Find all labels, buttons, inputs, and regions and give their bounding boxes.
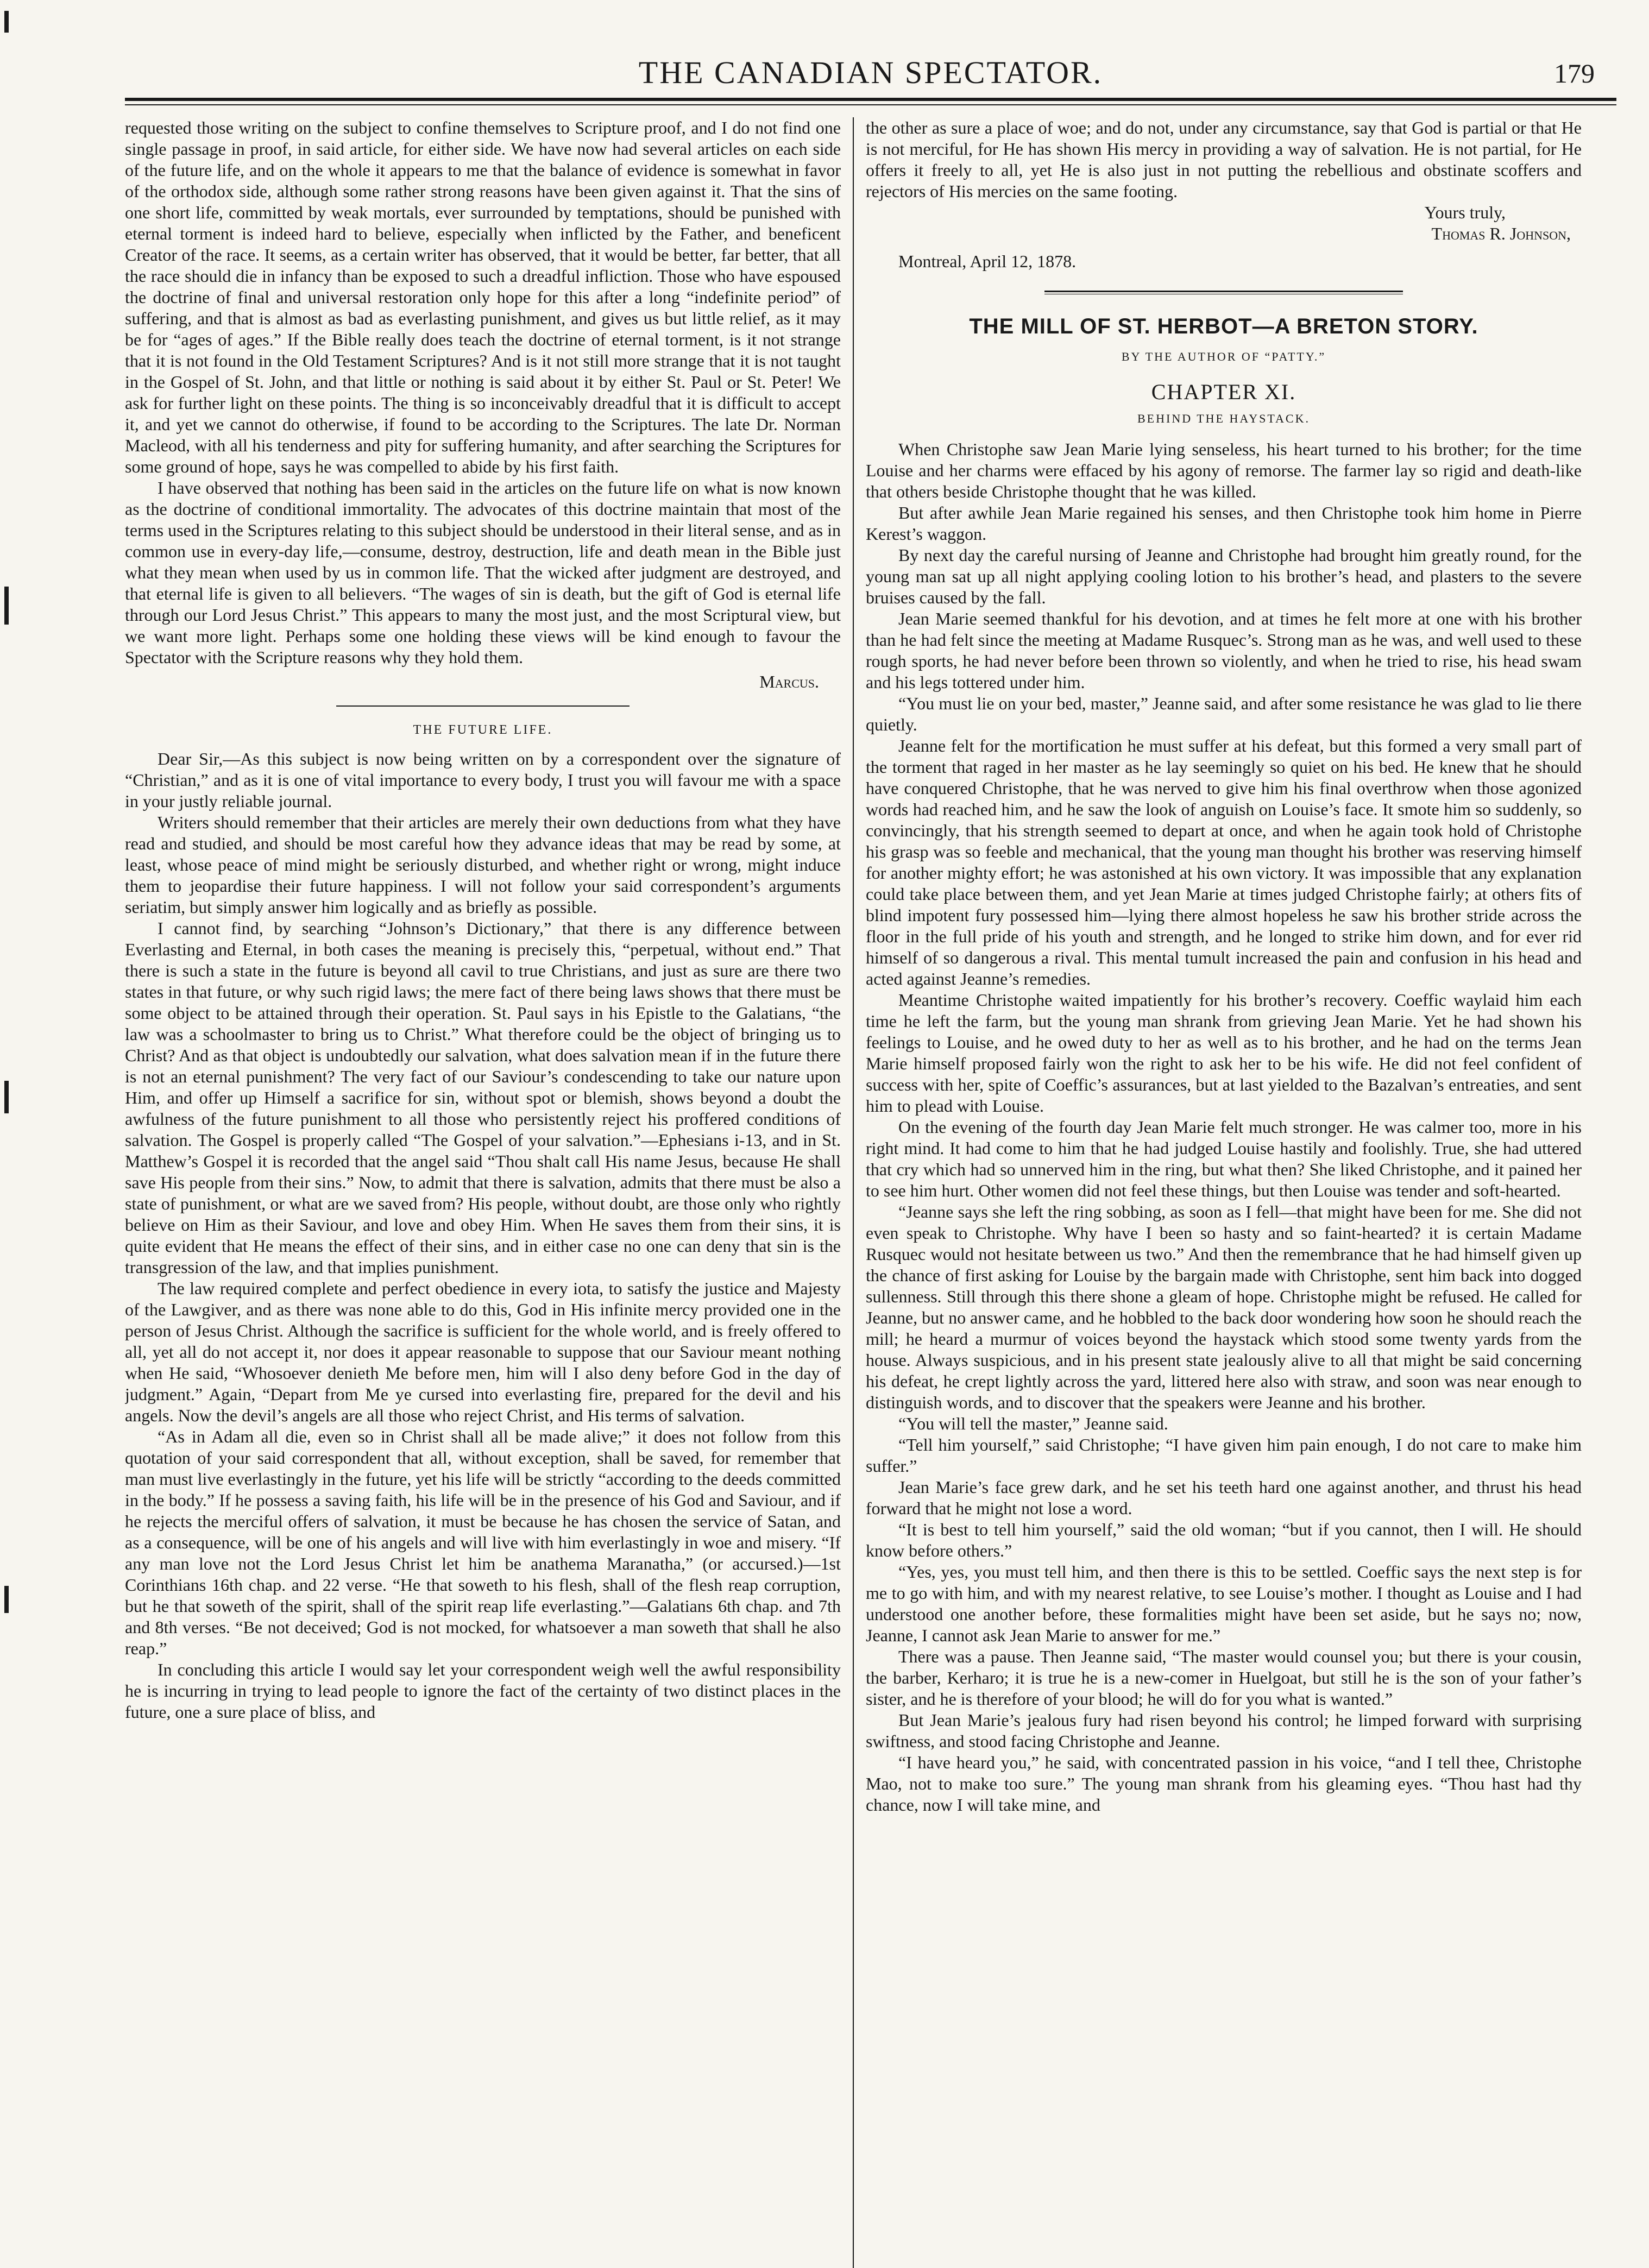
dateline: Montreal, April 12, 1878. [898, 251, 1077, 271]
page-header [125, 22, 1616, 98]
letter-paragraph: I have observed that nothing has been said in the articles on the future life on what is now known as the doctrine of conditional immortality. The advocates of this doctrine maintain that most of the terms used in the Scriptures relating to this subject should be understood in their literal sense, and as in common use in every-day life,—consume, destroy, destruction, life and death mean in the Bible just what they mean when used by us in common life. That the wicked after judgment are destroyed, and that eternal life is given to all believers. “The wages of sin is death, but the gift of God is eternal life through our Lord Jesus Christ.” This appears to many the most just, and the most Scriptural view, but we want more light. Perhaps some one holding these views will be kind enough to favour the Spectator with the Scripture reasons why they hold them. [125, 478, 841, 667]
signature: Thomas R. Johnson, [1431, 224, 1571, 243]
left-column [125, 117, 853, 2268]
binding-mark [4, 587, 9, 625]
story-paragraph: “Tell him yourself,” said Christophe; “I have given him pain enough, I do not care to make him suffer.” [866, 1435, 1582, 1476]
story-paragraph: But after awhile Jean Marie regained his senses, and then Christophe took him home in Pierre Kerest’s waggon. [866, 503, 1582, 544]
letter-paragraph: requested those writing on the subject to confine themselves to Scripture proof, and I do not find one single passage in proof, in said article, for either side. We have now had several articles on each side of the future life, and on the whole it appears to me that the balance of evidence is somewhat in favor of the orthodox side, although some rather strong reasons have been given against it. That the sins of one short life, committed by weak mortals, ever surrounded by temptations, should be punished with eternal torment is indeed hard to believe, especially when inflicted by the Father, and beneficent Creator of the race. It seems, as a certain writer has observed, that it would be better, far better, that all the race should die in infancy than be exposed to such a dreadful infliction. Those who have espoused the doctrine of final and universal restoration only hope for this after a long “indefinite period” of suffering, and that is almost as bad as everlasting punishment, and gives us but little relief, as it may be for “ages of ages.” If the Bible really does teach the doctrine of eternal torment, is it not strange that it is not found in the Old Testament Scriptures? And is it not still more strange that it is not taught in the Gospel of St. John, and that little or nothing is said about it by either St. Paul or St. Peter! We ask for further light on these points. The thing is so inconceivably dreadful that it is difficult to accept it, and yet we cannot do otherwise, if found to be according to the Scriptures. The late Dr. Norman Macleod, with all his tenderness and pity for suffering humanity, and after searching the Scriptures for some ground of hope, says he was compelled to abide by his first faith. [125, 118, 841, 476]
story-paragraph: “I have heard you,” he said, with concentrated passion in his voice, “and I tell thee, Christophe Mao, not to make too sure.” The young man shrank from his gleaming eyes. “Thou hast had thy chance, now I will take mine, and [866, 1753, 1582, 1815]
story-paragraph: “Yes, yes, you must tell him, and then there is this to be settled. Coeffic says the next step is for me to go with him, and with my nearest relative, to see Louise’s mother. I thought as Louise and I had understood one another before, these formalities might have been set aside, but he says no; now, Jeanne, I cannot ask Jean Marie to answer for me.” [866, 1562, 1582, 1645]
story-paragraph: But Jean Marie’s jealous fury had risen beyond his control; he limped forward with surprising swiftness, and stood facing Christophe and Jeanne. [866, 1710, 1582, 1751]
letter-paragraph: Writers should remember that their articles are merely their own deductions from what they have read and studied, and should be most careful how they advance ideas that may be read by some, at least, whose peace of mind might be seriously disturbed, and whether right or wrong, might induce them to jeopardise their future happiness. I will not follow your said correspondent’s arguments seriatim, but simply answer him logically and as briefly as possible. [125, 812, 841, 917]
section-divider [336, 705, 630, 707]
story-paragraph: “You must lie on your bed, master,” Jeanne said, and after some resistance he was glad to lie there quietly. [866, 694, 1582, 734]
story-paragraph: “Jeanne says she left the ring sobbing, as soon as I fell—that might have been for me. She did not even speak to Christophe. Why have I been so hasty and so faint-hearted? it is certain Madame Rusquec would not hesitate between us two.” And then the remembrance that he had himself given up the chance of first asking for Louise by the bargain made with Christophe, sent him back into dogged sullenness. Still through this there shone a gleam of hope. Christophe might be refused. He called for Jeanne, but no answer came, and he hobbled to the back door wondering how soon he should reach the mill; he heard a murmur of voices beyond the haystack which stood some twenty yards from the house. Always suspicious, and in his present state jealously alive to all that might be said concerning his defeat, he crept lightly across the yard, littered here also with straw, and soon was near enough to distinguish words, and to discover that the speakers were Jeanne and his brother. [866, 1202, 1582, 1412]
byline: BY THE AUTHOR OF “PATTY.” [1121, 350, 1326, 363]
story-paragraph: There was a pause. Then Jeanne said, “The master would counsel you; but there is your cousin, the barber, Kerharo; it is true he is a new-comer in Huelgoat, but still he is the son of your father’s sister, and he is therefore of your blood; he will do for you what is wanted.” [866, 1647, 1582, 1709]
binding-mark [4, 1081, 9, 1113]
page-number: 179 [1554, 58, 1595, 89]
letter-paragraph: In concluding this article I would say let your correspondent weigh well the awful responsibility he is incurring in trying to lead people to ignore the fact of the certainty of two distinct places in the future, one a sure place of bliss, and [125, 1660, 841, 1722]
story-paragraph: Meantime Christophe waited impatiently for his brother’s recovery. Coeffic waylaid him each time he left the farm, but the young man shrank from grieving Jean Marie. Yet he had shown his feelings to Louise, and he owed duty to her as well as to his brother, and he had on the terms Jean Marie himself proposed fairly won the right to ask her to be his wife. He did not feel confident of success with her, spite of Coeffic’s assurances, but at last yielded to the Bazalvan’s entreaties, and sent him to plead with Louise. [866, 990, 1582, 1116]
story-paragraph: Jean Marie’s face grew dark, and he set his teeth hard one against another, and thrust his head forward that he might not lose a word. [866, 1477, 1582, 1518]
binding-mark [4, 1586, 9, 1613]
story-paragraph: “You will tell the master,” Jeanne said. [898, 1414, 1168, 1433]
binding-mark [4, 11, 9, 33]
binding-marks [4, 0, 15, 2266]
story-paragraph: Jean Marie seemed thankful for his devotion, and at times he felt more at one with his brother than he had felt since the meeting at Madame Rusquec’s. Strong man as he was, and well used to these rough sports, he had never before been thrown so violently, and when he tried to rise, his head swam and his legs tottered under him. [866, 609, 1582, 692]
letter-paragraph: The law required complete and perfect obedience in every iota, to satisfy the justice and Majesty of the Lawgiver, and as there was none able to do this, God in His infinite mercy provided one in the person of Jesus Christ. Although the sacrifice is sufficient for the whole world, and is freely offered to all, yet all do not accept it, nor does it appear reasonable to suppose that our Saviour meant nothing when He said, “Whosoever denieth Me before men, him will I also deny before God in the day of judgment.” Again, “Depart from Me ye cursed into everlasting fire, prepared for the devil and his angels. Now the devil’s angels are all those who reject Christ, and His terms of salvation. [125, 1278, 841, 1425]
letter-paragraph: “As in Adam all die, even so in Christ shall all be made alive;” it does not follow from this quotation of your said correspondent that all, without exception, shall be saved, for remember that man must live everlastingly in the future, yet his life will be strictly “according to the deeds committed in the body.” If he possess a saving faith, his life will be in the presence of his God and Saviour, and if he rejects the merciful offers of salvation, it must be because he has chosen the service of Satan, and as a consequence, will be one of his angels and will live with him everlastingly in woe and misery. “If any man love not the Lord Jesus Christ let him be anathema Maranatha,” (or accursed.)—1st Corinthians 16th chap. and 22 verse. “He that soweth to his flesh, shall of the flesh reap corruption, but he that soweth of the spirit, shall of the spirit reap life everlasting.”—Galatians 6th chap. and 7th and 8th verses. “Be not deceived; God is not mocked, for whatsoever a man soweth that shall he also reap.” [125, 1427, 841, 1658]
chapter-subtitle: BEHIND THE HAYSTACK. [1137, 412, 1310, 425]
right-column [854, 117, 1582, 2268]
story-paragraph: Jeanne felt for the mortification he must suffer at his defeat, but this formed a very small part of the torment that raged in her master as he lay seemingly so quiet on his bed. He knew that he should have conquered Christophe, that he was nerved to give him his final overthrow when those agonized words had reached him, and he saw the look of anguish on Louise’s face. It smote him so suddenly, so convincingly, that his strength seemed to depart at once, and when he again took hold of Christophe his grasp was so feeble and mechanical, that the young man thought his brother was reserving himself for another mighty effort; he was astonished at his own victory. It was impossible that any explanation could take place between them, and yet Jean Marie at times judged Christophe fairly; at others fits of blind impotent fury possessed him—lying there almost hopeless he saw his brother stride across the floor in the full pride of his youth and strength, and he longed to strike him down, and for ever rid himself of so dangerous a rival. This mental tumult increased the pain and confusion in his head and acted against Jeanne’s remedies. [866, 736, 1582, 988]
story-paragraph: “It is best to tell him yourself,” said the old woman; “but if you cannot, then I will. He should know before others.” [866, 1520, 1582, 1560]
section-divider [1044, 291, 1403, 294]
story-paragraph: On the evening of the fourth day Jean Marie felt much stronger. He was calmer too, more in his right mind. It had come to him that he had judged Louise hastily and foolishly. True, she had uttered that cry which had so unnerved him in the ring, but what then? She liked Christophe, and it pained her to see him hurt. Other women did not feel these things, but then Louise was tender and soft-hearted. [866, 1117, 1582, 1200]
letter-paragraph: I cannot find, by searching “Johnson’s Dictionary,” that there is any difference between Everlasting and Eternal, in both cases the meaning is precisely this, “perpetual, without end.” That there is such a state in the future is beyond all cavil to true Christians, and just as sure are there two states in that future, or why such rigid laws; the mere fact of there being laws shows that there must be some object to be attained through their operation. St. Paul says in his Epistle to the Galatians, “the law was a schoolmaster to bring us to Christ.” What therefore could be the object of bringing us to Christ? And as that object is undoubtedly our salvation, what does salvation mean if in the future there is not an eternal punishment? The very fact of our Saviour’s condescending to take our nature upon Him, and offer up Himself a sacrifice for sin, without spot or blemish, shows beyond a doubt the awfulness of the future punishment to all those who persistently reject his proffered conditions of salvation. The Gospel is properly called “The Gospel of your salvation.”—Ephesians i-13, and in St. Matthew’s Gospel it is recorded that the angel said “Thou shalt call His name Jesus, because He shall save His people from their sins.” Now, to admit that there is salvation, admits that there must be also a state of punishment, or what are we saved from? His people, without doubt, are those only who rightly believe on Him as their Saviour, and love and obey Him. When He saves them from their sins, it is quite evident that He means the effect of their sins, and in either case no one can deny that sin is the transgression of the law, and that implies punishment. [125, 918, 841, 1277]
story-paragraph: When Christophe saw Jean Marie lying senseless, his heart turned to his brother; for the time Louise and her charms were effaced by his agony of remorse. The farmer lay so rigid and death-like that others beside Christophe thought that he was killed. [866, 439, 1582, 501]
newspaper-title: THE CANADIAN SPECTATOR. [638, 55, 1103, 90]
story-paragraph: By next day the careful nursing of Jeanne and Christophe had brought him greatly round, for the young man sat up all night applying cooling lotion to his brother’s head, and plasters to the severe bruises caused by the fall. [866, 545, 1582, 607]
section-heading: THE FUTURE LIFE. [413, 723, 553, 737]
header-rule [125, 98, 1616, 105]
story-title: THE MILL OF ST. HERBOT—A BRETON STORY. [969, 314, 1478, 338]
letter-closing: Yours truly, [1424, 203, 1506, 222]
letter-paragraph: the other as sure a place of woe; and do not, under any circumstance, say that God is partial or that He is not merciful, for He has shown His mercy in providing a way of salvation. He is not partial, for He offers it freely to all, yet He is also just in not putting the rebellious and obstinate scoffers and rejectors of His mercies on the same footing. [866, 118, 1582, 201]
chapter-heading: CHAPTER XI. [1151, 380, 1296, 404]
columns [125, 117, 1616, 2268]
letter-paragraph: Dear Sir,—As this subject is now being written on by a correspondent over the signature of “Christian,” and as it is one of vital importance to every body, I trust you will favour me with a space in your justly reliable journal. [125, 749, 841, 811]
signature: Marcus. [759, 672, 819, 691]
